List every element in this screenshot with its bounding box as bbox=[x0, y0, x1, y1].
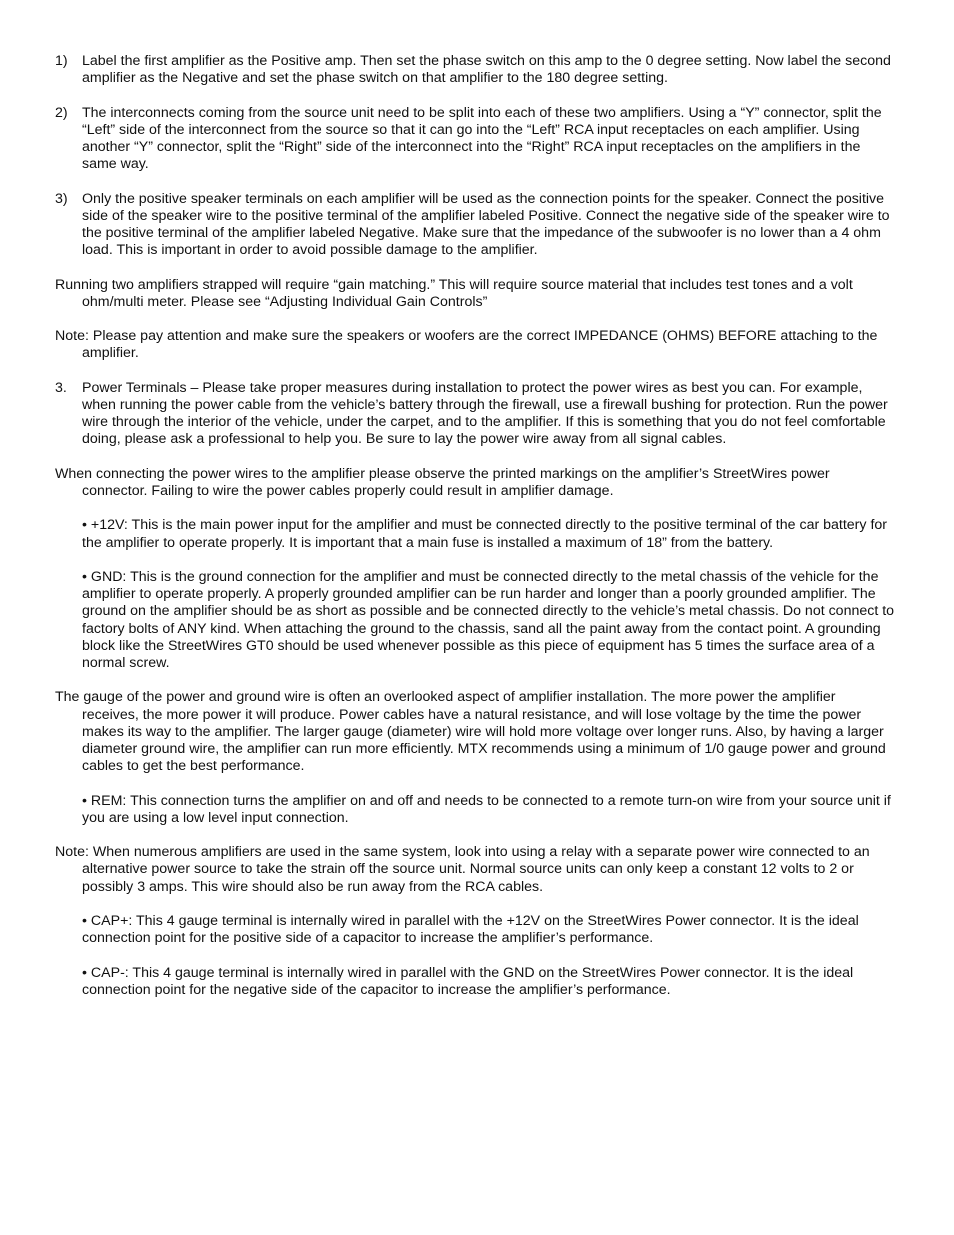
gain-matching-paragraph: Running two amplifiers strapped will require “gain matching.” This will require source material that includes test tones and a volt ohm/multi meter. Please see “Adjusting Individual Gain Controls” bbox=[55, 276, 853, 310]
power-terminals-section bbox=[55, 380, 896, 449]
wire-gauge-paragraph: The gauge of the power and ground wire is often an overlooked aspect of amplifier installation. The more power the amplifier receives, the more power it will produce. Power cables have a natural resistance, and will lose voltage by the time the power makes its way to the amplifier. The larger gauge (diameter) wire will hold more voltage over longer runs. Also, by having a larger diameter ground wire, the amplifier can run more efficiently. MTX recommends using a minimum of 1/0 gauge power and ground cables to get the best performance. bbox=[55, 689, 886, 775]
bullet-rem: • REM: This connection turns the amplifier on and off and needs to be connected to a remote turn-on wire from your source unit if you are using a low level input connection. bbox=[82, 792, 891, 826]
impedance-note: Note: Please pay attention and make sure the speakers or woofers are the correct IMPEDANCE (OHMS) BEFORE attaching to the amplifier. bbox=[55, 328, 878, 362]
bullet-cap-plus: • CAP+: This 4 gauge terminal is internally wired in parallel with the +12V on the StreetWires Power connector. It is the ideal connection point for the positive side of a capacitor to increase the amplifier’s performance. bbox=[82, 912, 859, 947]
step-2-interconnects bbox=[55, 105, 896, 174]
power-connection-paragraph: When connecting the power wires to the amplifier please observe the printed markings on the amplifier’s StreetWires power connector. Failing to wire the power cables properly could result in amplifier damage. bbox=[55, 465, 830, 499]
step-3-speaker-terminals bbox=[55, 191, 896, 260]
step-text: The interconnects coming from the source unit need to be split into each of these two amplifiers. Using a “Y” connector, split the “Left” side of the interconnect from the source so that it can go into the “Left” RCA input receptacles on each amplifier. Using another “Y” connector, split the “Right” side of the interconnect into the “Right” RCA input receptacles on the amplifiers in the same way. bbox=[82, 104, 882, 173]
step-text: Only the positive speaker terminals on each amplifier will be used as the connection points for the speaker. Connect the positive side of the speaker wire to the positive terminal of the amplifier labeled Positive. Connect the negative side of the speaker wire to the positive terminal of the amplifier labeled Negative. Make sure that the impedance of the subwoofer is no lower than a 4 ohm load. This is important in order to avoid possible damage to the amplifier. bbox=[82, 190, 890, 259]
step-number: 3) bbox=[55, 190, 68, 207]
step-1-phase-setting bbox=[55, 53, 896, 87]
relay-note: Note: When numerous amplifiers are used in the same system, look into using a relay with a separate power wire connected to an alternative power source to take the strain off the source unit. Normal source units can only keep a constant 12 volts to 2 or possibly 3 amps. This wire should also be run away from the RCA cables. bbox=[55, 844, 870, 895]
step-number: 1) bbox=[55, 53, 68, 69]
step-number: 2) bbox=[55, 104, 68, 121]
bullet-gnd: • GND: This is the ground connection for the amplifier and must be connected directly to the metal chassis of the vehicle for the amplifier to operate properly. A properly grounded amplifier can be run harder and longer than a poorly grounded amplifier. The ground on the amplifier should be as short as possible and be connected directly to the vehicle’s metal chassis. Do not connect to factory bolts of ANY kind. When attaching the ground to the chassis, sand all the paint away from the contact point. A grounding block like the StreetWires GT0 should be used whenever possible as this piece of equipment has 5 times the surface area of a normal screw. bbox=[82, 568, 895, 671]
section-number: 3. bbox=[55, 379, 67, 396]
bullet-cap-minus: • CAP-: This 4 gauge terminal is internally wired in parallel with the GND on the StreetWires Power connector. It is the ideal connection point for the negative side of the capacitor to increase the amplifier’s performance. bbox=[82, 964, 854, 998]
step-text: Label the first amplifier as the Positive amp. Then set the phase switch on this amp to the 0 degree setting. Now label the second amplifier as the Negative and set the phase switch on that amplifier to the 180 degree setting. bbox=[82, 53, 891, 87]
section-text: Power Terminals – Please take proper measures during installation to protect the power wires as best you can. For example, when running the power cable from the vehicle’s battery through the firewall, use a firewall bushing for protection. Run the power wire through the interior of the vehicle, under the carpet, and to the amplifier. If this is something that you do not feel comfortable doing, please ask a professional to help you. Be sure to lay the power wire away from all signal cables. bbox=[82, 379, 888, 448]
bullet-12v: • +12V: This is the main power input for the amplifier and must be connected directly to the positive terminal of the car battery for the amplifier to operate properly. It is important that a main fuse is installed a maximum of 18” from the battery. bbox=[82, 517, 887, 551]
